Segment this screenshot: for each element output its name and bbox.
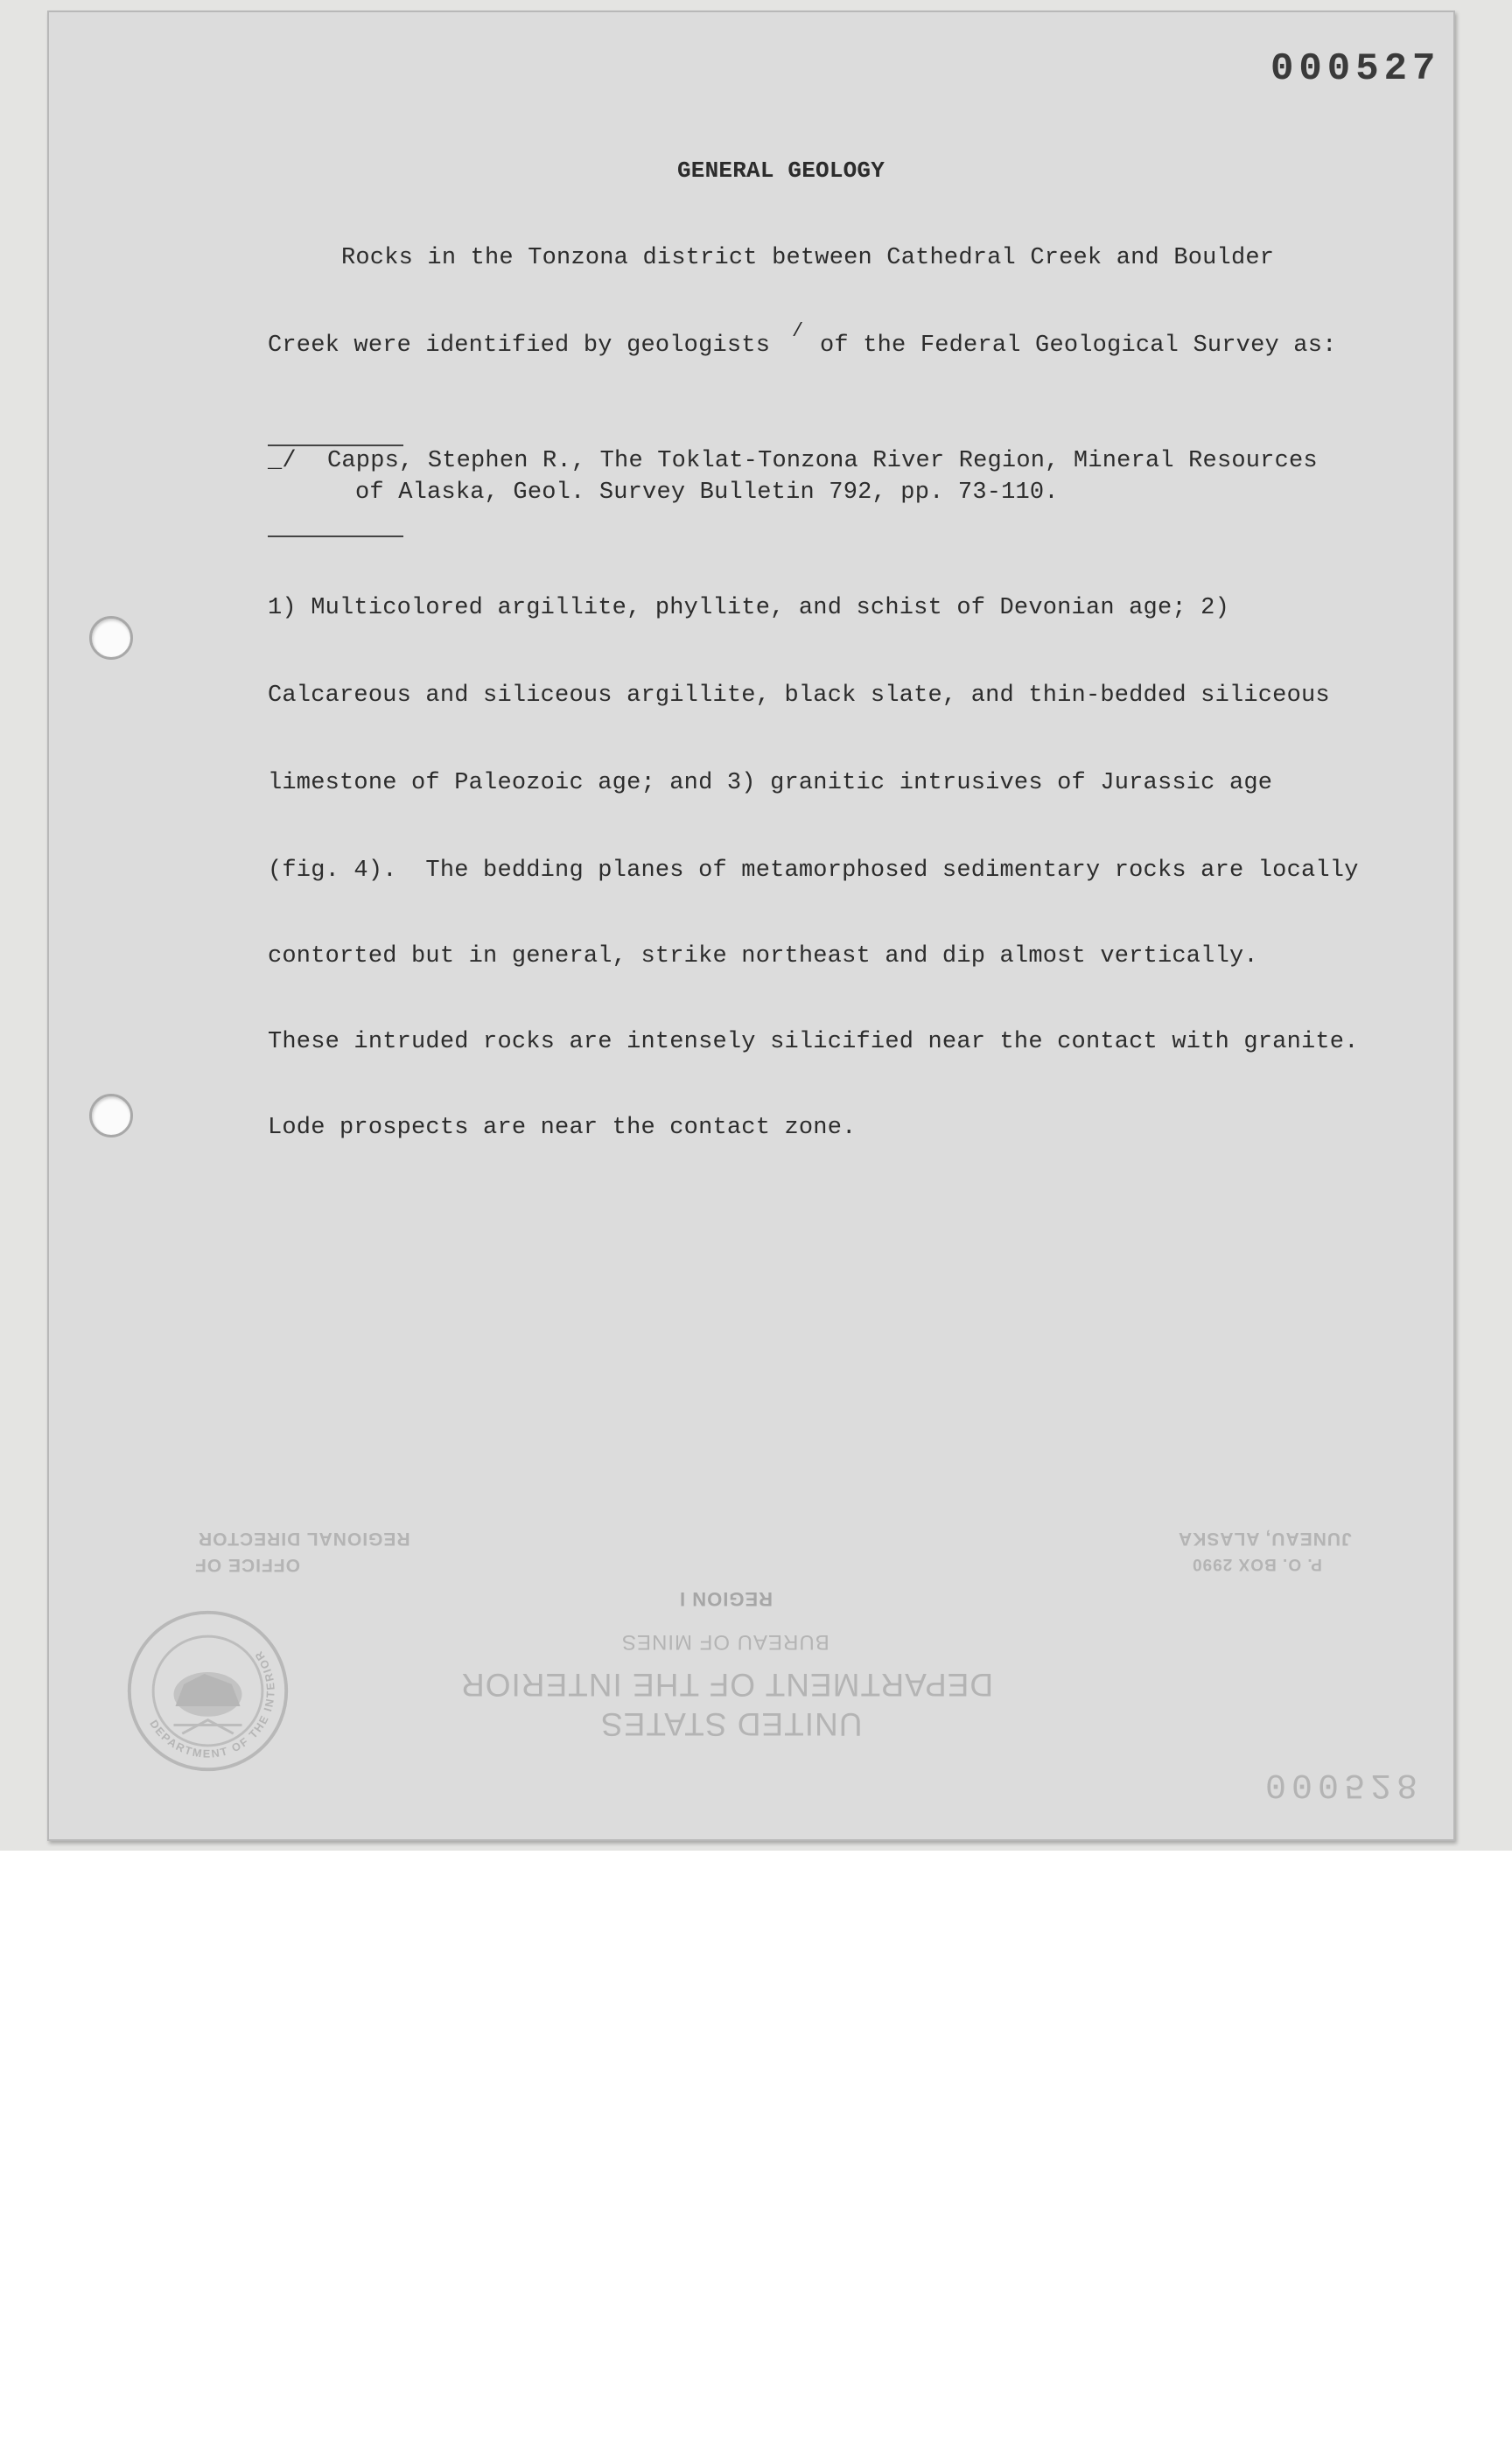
bleed-address-line-1: P. O. BOX 2990	[1192, 1555, 1322, 1573]
bleed-serial: 000528	[1265, 1764, 1424, 1803]
footnote-line-1: Capps, Stephen R., The Toklat-Tonzona River Region, Mineral Resources	[327, 448, 1318, 474]
footnote-marker: _/	[268, 448, 297, 474]
department-seal-icon	[122, 1606, 293, 1776]
seal-text: DEPARTMENT OF THE INTERIOR	[147, 1648, 277, 1760]
page-title: GENERAL GEOLOGY	[677, 158, 886, 184]
bleed-country: UNITED STATES	[600, 1706, 863, 1742]
paper-sheet	[47, 10, 1455, 1841]
bleed-office-line-2: REGIONAL DIRECTOR	[198, 1529, 410, 1549]
binder-hole-bottom	[89, 1094, 133, 1138]
paragraph-line-3: of the Federal Geological Survey as:	[820, 332, 1337, 359]
bleed-office-line-1: OFFICE OF	[194, 1555, 300, 1575]
body-line-3: limestone of Paleozoic age; and 3) granitic intrusives of Jurassic age	[268, 770, 1273, 796]
paragraph-line-1: Rocks in the Tonzona district between Cathedral Creek and Boulder	[341, 245, 1275, 271]
body-line-4: (fig. 4). The bedding planes of metamorphosed sedimentary rocks are locally	[268, 858, 1359, 884]
bleed-department: DEPARTMENT OF THE INTERIOR	[460, 1667, 994, 1703]
body-line-5: contorted but in general, strike northeast and dip almost vertically.	[268, 943, 1258, 970]
footnote-rule-bottom	[268, 536, 403, 537]
footnote-rule-top	[268, 444, 403, 446]
paragraph-line-2: Creek were identified by geologists	[268, 332, 771, 359]
body-line-7: Lode prospects are near the contact zone.	[268, 1115, 857, 1141]
body-line-1: 1) Multicolored argillite, phyllite, and schist of Devonian age; 2)	[268, 595, 1229, 621]
body-line-2: Calcareous and siliceous argillite, black slate, and thin-bedded siliceous	[268, 682, 1330, 709]
bleed-region: REGION I	[679, 1588, 774, 1610]
binder-hole-top	[89, 616, 133, 660]
body-line-6: These intruded rocks are intensely silicified near the contact with granite.	[268, 1029, 1359, 1055]
bleed-bureau: BUREAU OF MINES	[621, 1630, 830, 1654]
footnote-line-2: of Alaska, Geol. Survey Bulletin 792, pp. 73-110.	[355, 480, 1059, 506]
footnote-reference: /	[792, 320, 804, 342]
serial-number: 000527	[1270, 47, 1441, 91]
bleed-address-line-2: JUNEAU, ALASKA	[1178, 1529, 1352, 1549]
